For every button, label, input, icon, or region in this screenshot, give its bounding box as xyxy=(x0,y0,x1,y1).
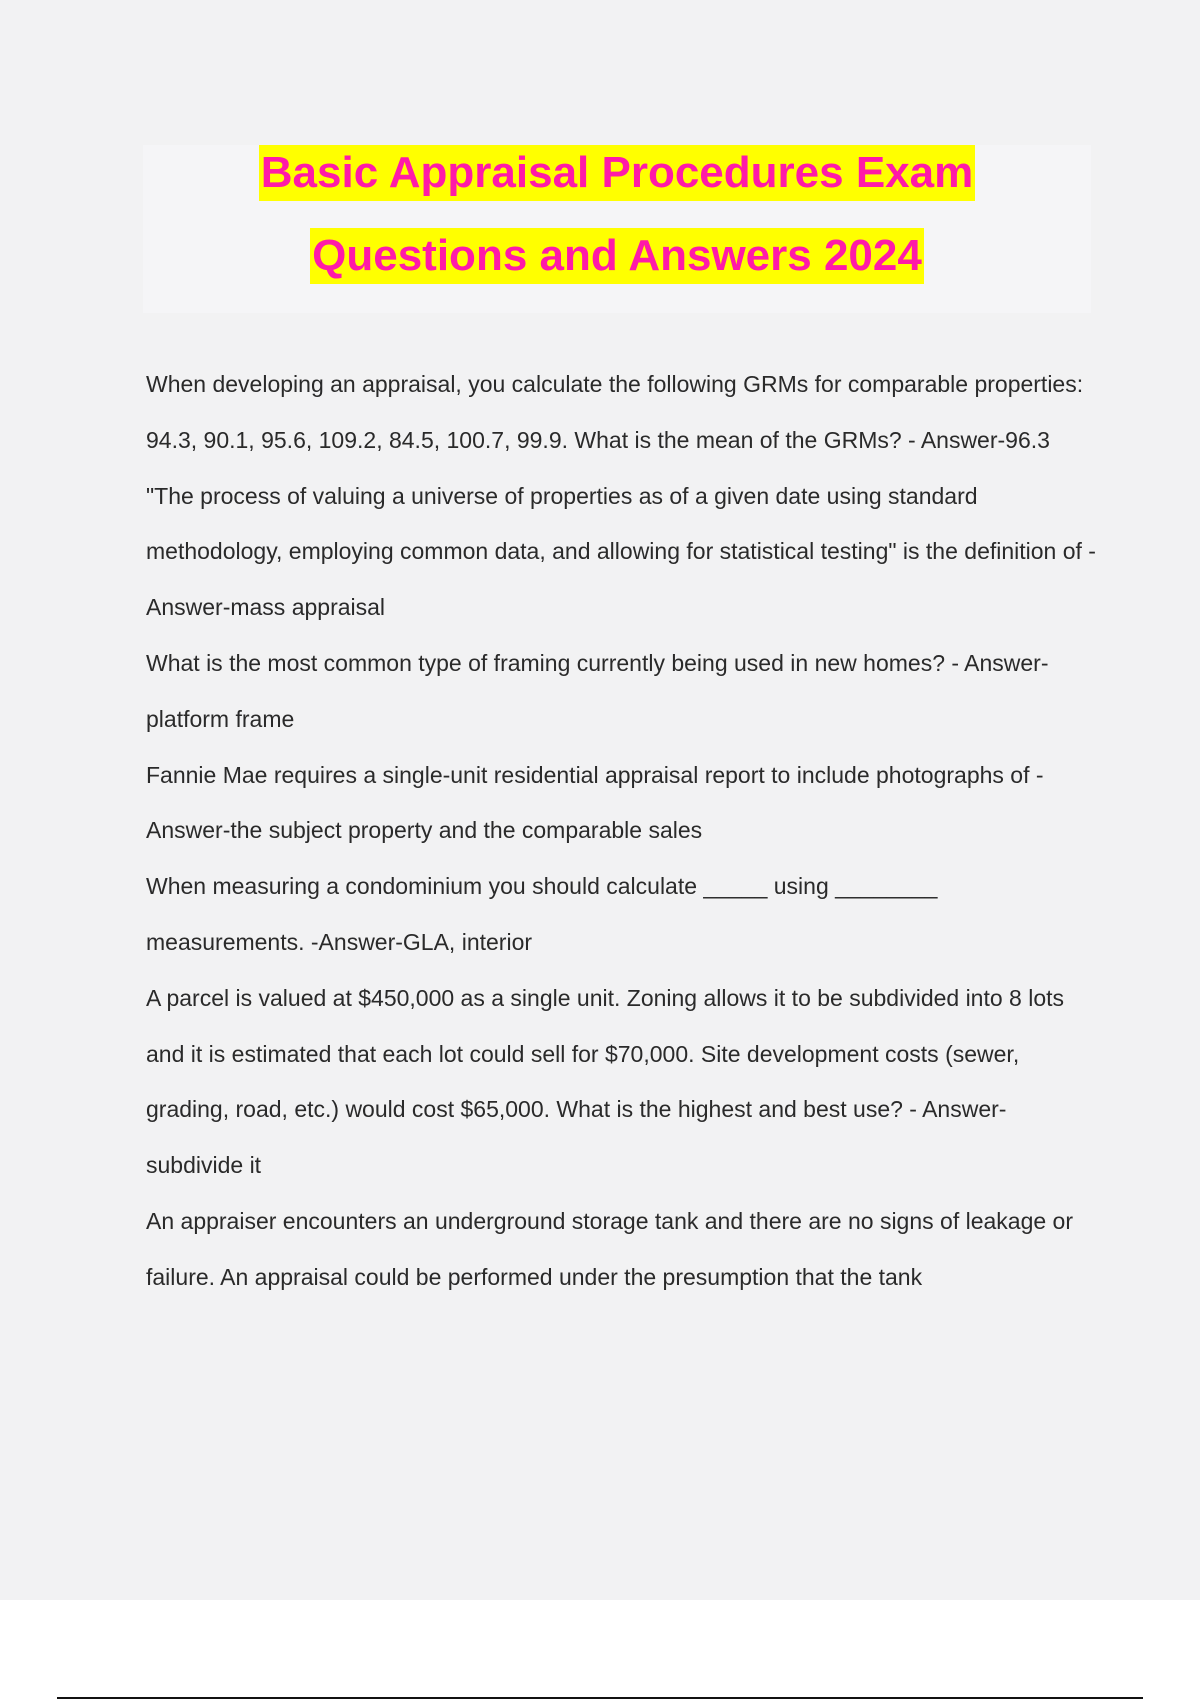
qa-body xyxy=(146,357,1096,1306)
qa-item: When developing an appraisal, you calculate the following GRMs for comparable properties: 94.3, 90.1, 95.6, 109.2, 84.5, 100.7, 99.9. What is the mean of the GRMs? - Answer-96.3 xyxy=(146,371,1084,453)
qa-item: Fannie Mae requires a single-unit residential appraisal report to include photographs of -Answer-the subject property and the comparable sales xyxy=(146,761,1044,844)
title-block xyxy=(143,145,1091,313)
qa-item: An appraiser encounters an underground storage tank and there are no signs of leakage or failure. An appraisal could be performed under the presumption that the tank xyxy=(146,1207,1074,1290)
qa-item: When measuring a condominium you should calculate _____ using ________ measurements. -Answer-GLA, interior xyxy=(146,873,938,955)
document-title-line-1: Basic Appraisal Procedures Exam xyxy=(259,145,976,201)
qa-item: What is the most common type of framing currently being used in new homes? - Answer-platform frame xyxy=(146,649,1049,732)
qa-item: A parcel is valued at $450,000 as a single unit. Zoning allows it to be subdivided into 8 lots and it is estimated that each lot could sell for $70,000. Site development costs (sewer, grading, road, etc.) would cost $65,000. What is the highest and best use? - Answer-subdivide it xyxy=(146,984,1065,1179)
page-bottom-margin xyxy=(0,1600,1200,1700)
footer-divider xyxy=(57,1697,1143,1699)
qa-item: "The process of valuing a universe of properties as of a given date using standard methodology, employing common data, and allowing for statistical testing" is the definition of -Answer-mass appraisal xyxy=(146,482,1096,621)
document-title-line-2: Questions and Answers 2024 xyxy=(310,228,924,284)
